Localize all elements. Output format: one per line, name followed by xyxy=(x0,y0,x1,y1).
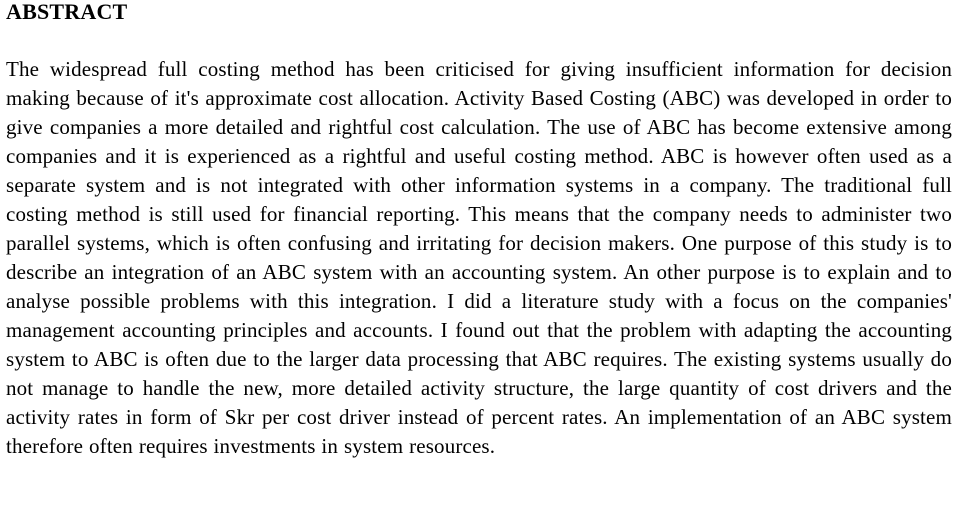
abstract-heading: ABSTRACT xyxy=(6,0,128,24)
abstract-paragraph: The widespread full costing method has been criticised for giving insufficient information for decision making because of it's approximate cost allocation. Activity Based Costing (ABC) was developed in order to give companies a more detailed and rightful cost calculation. The use of ABC has become extensive among companies and it is experienced as a rightful and useful costing method. ABC is however often used as a separate system and is not integrated with other information systems in a company. The traditional full costing method is still used for financial reporting. This means that the company needs to administer two parallel systems, which is often confusing and irritating for decision makers. One purpose of this study is to describe an integration of an ABC system with an accounting system. An other purpose is to explain and to analyse possible problems with this integration. I did a literature study with a focus on the companies' management accounting principles and accounts. I found out that the problem with adapting the accounting system to ABC is often due to the larger data processing that ABC requires. The existing systems usually do not manage to handle the new, more detailed activity structure, the large quantity of cost drivers and the activity rates in form of Skr per cost driver instead of percent rates. An implementation of an ABC system therefore often requires investments in system resources. xyxy=(6,57,952,458)
document-page xyxy=(6,0,952,461)
